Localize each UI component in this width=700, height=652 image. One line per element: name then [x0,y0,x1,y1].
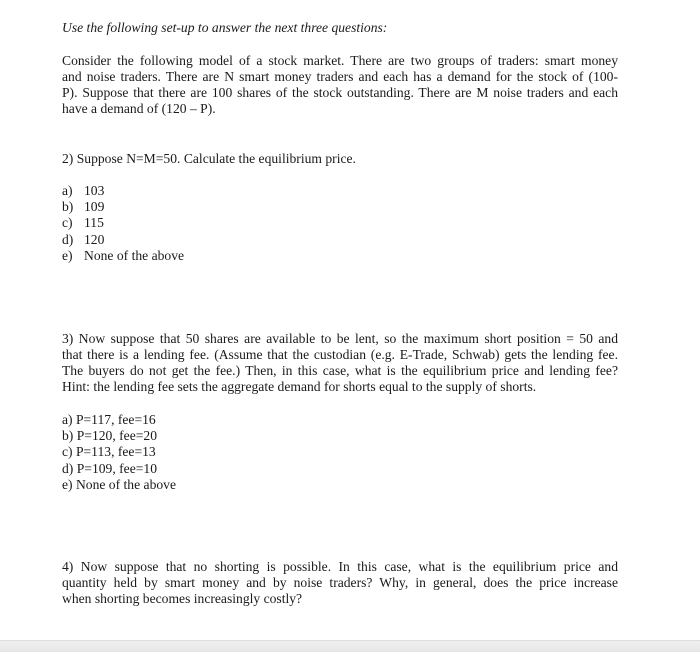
option-item: d) 120 [62,231,105,247]
intro-line: P). Suppose that there are 100 shares of the stock outstanding. There are M noise traders and each [62,85,618,100]
option-item: c) 115 [62,215,104,231]
question-4-line: quantity held by smart money and by noise traders? Why, in general, does the price increase [62,575,618,590]
question-2: 2) Suppose N=M=50. Calculate the equilibrium price. [62,151,356,166]
bottom-scroll-edge [0,640,700,652]
question-3-line: The buyers do not get the fee.) Then, in this case, what is the equilibrium price and lending fee? [62,363,618,378]
question-4 [62,559,618,607]
question-3-options [62,412,176,493]
option-item: e) None of the above [62,476,176,492]
option-item: a) 103 [62,183,105,198]
intro-line: and noise traders. There are N smart money traders and each has a demand for the stock of (100- [62,69,618,84]
question-3-line: Hint: the lending fee sets the aggregate demand for shorts equal to the supply of shorts. [62,379,537,394]
setup-instruction: Use the following set-up to answer the next three questions: [62,20,388,35]
option-item: d) P=109, fee=10 [62,460,157,476]
option-item: c) P=113, fee=13 [62,444,156,460]
question-3-line: 3) Now suppose that 50 shares are available to be lent, so the maximum short position = 50 and [62,331,618,346]
question-3-line: that there is a lending fee. (Assume that the custodian (e.g. E-Trade, Schwab) gets the lending fee. [62,347,618,362]
question-3 [62,331,618,395]
intro-paragraph [62,53,618,117]
question-4-line: when shorting becomes increasingly costly? [62,591,303,606]
option-item: e) None of the above [62,247,185,263]
intro-line: have a demand of (120 – P). [62,101,216,116]
intro-line: Consider the following model of a stock market. There are two groups of traders: smart money [62,53,618,68]
option-item: a) P=117, fee=16 [62,412,156,427]
question-2-options [62,183,184,264]
option-item: b) P=120, fee=20 [62,428,157,444]
option-item: b) 109 [62,199,105,215]
question-4-line: 4) Now suppose that no shorting is possible. In this case, what is the equilibrium price and [62,559,618,574]
